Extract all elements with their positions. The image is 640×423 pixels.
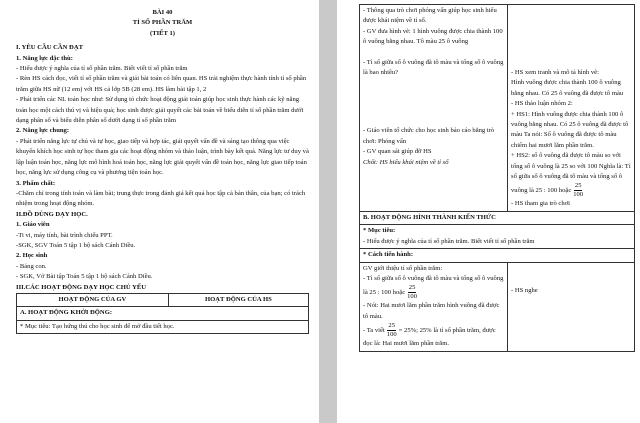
paragraph-text: = 25%; 25% là tỉ số phần trăm, được đọc là: Hai mươi lăm phần trăm.: [363, 327, 496, 348]
teacher-cell: [360, 5, 508, 212]
paragraph: -Chăm chỉ trong tính toán và làm bài; trung thực trong đánh giá kết quả học tập cả bản thân, của bạn; có trách nhiệm trong hoạt động nhóm.: [16, 189, 306, 208]
activity-b-heading: B. HOẠT ĐỘNG HÌNH THÀNH KIẾN THỨC: [360, 211, 635, 224]
lesson-title: TỈ SỐ PHẦN TRĂM: [132, 19, 193, 27]
paragraph: + HS1: Hình vuông được chia thành 100 ô vuông bằng nhau. Có 25 ô vuông đã được tô màu Ta nói: Số ô vuông đã được tô màu chiếm hai mươi lăm phần trăm.: [511, 110, 629, 149]
header-teacher: HOẠT ĐỘNG CỦA GV: [17, 293, 169, 306]
paragraph: [363, 322, 504, 349]
left-page: [0, 0, 319, 423]
goal-text: - Hiểu được ý nghĩa của tỉ số phần trăm. Biết viết tỉ số phần trăm: [363, 237, 535, 245]
paragraph-text: + HS2: số ô vuông đã được tô màu so với tổng số ô vuông là 25 so với 100 Nghĩa là: Tỉ số giữa số ô vuông đã tô màu và tổng số ô vuông là 25 : 100 hoặc: [511, 152, 631, 195]
paragraph: - Thông qua trò chơi phóng vấn giúp học sinh hiểu được khái niệm về tỉ số.: [363, 7, 497, 25]
paragraph: - HS thảo luận nhóm 2:: [511, 100, 573, 108]
sub-heading: 2. Học sinh: [16, 252, 48, 260]
paragraph: - GV đưa hình vẽ: 1 hình vuông được chia thành 100 ô vuông bằng nhau. Tô màu 25 ô vuông: [363, 27, 503, 46]
goal-label: * Mục tiêu:: [363, 227, 396, 235]
activity-a-heading: A. HOẠT ĐỘNG KHỞI ĐỘNG:: [17, 307, 309, 320]
paragraph: - GV quan sát giúp đỡ HS: [363, 148, 432, 156]
paragraph: - Bảng con.: [16, 262, 47, 270]
lesson-number: BÀI 40: [152, 9, 173, 16]
fraction-numerator: 25: [388, 322, 395, 330]
section-heading: I. YÊU CẦU CẦN ĐẠT: [16, 44, 83, 52]
activity-b-goal: [360, 225, 635, 249]
paragraph: - HS tham gia trò chơi: [511, 200, 570, 208]
paragraph: Chốt: HS hiểu khái niệm về tỉ số: [363, 158, 449, 166]
fraction-numerator: 25: [574, 182, 582, 190]
lesson-period: (TIẾT 1): [150, 29, 175, 37]
paragraph: - HS nghe: [511, 286, 538, 294]
student-cell: [508, 262, 635, 351]
paragraph: - Giáo viên tổ chức cho học sinh báo cáo bằng trò chơi: Phóng vấn: [363, 127, 495, 145]
paragraph: Hình vuông được chia thành 100 ô vuông bằng nhau. Có 25 ô vuông đã được tô màu: [511, 79, 624, 97]
header-student: HOẠT ĐỘNG CỦA HS: [168, 293, 308, 306]
section-heading: II.ĐỒ DÙNG DẠY HỌC.: [16, 210, 88, 218]
right-page: [337, 0, 640, 423]
paragraph: [511, 151, 631, 199]
sub-heading: 3. Phẩm chất:: [16, 179, 56, 187]
paragraph: - SGK, Vở Bài tập Toán 5 tập 1 bộ sách Cánh Diều.: [16, 273, 153, 281]
student-cell: [508, 5, 635, 212]
paragraph: - Tỉ số giữa số ô vuông đã tô màu và tổng số ô vuông là bao nhiêu?: [363, 58, 504, 77]
fraction: [573, 182, 583, 199]
fraction-denominator: 100: [386, 331, 397, 339]
method-heading: * Cách tiến hành:: [360, 249, 635, 262]
fraction-denominator: 100: [573, 191, 584, 199]
paragraph: GV giới thiệu tỉ số phần trăm:: [363, 264, 443, 272]
activity-table-continued: [359, 4, 635, 352]
sub-heading: 2. Năng lực chung:: [16, 127, 70, 135]
paragraph: -Ti vi, máy tính, bài trình chiếu PPT.: [16, 231, 113, 239]
fraction-denominator: 100: [407, 293, 418, 301]
paragraph: - Rèn HS cách đọc, viết tỉ số phần trăm và giải bài toán có liên quan. HS trải nghiệm thực hành tính tỉ số phần trăm giữa HS nữ (12 em) với HS cả lớp 5B (28 em). HS làm bài tập 1, 2: [16, 75, 307, 93]
activity-table: [16, 293, 309, 334]
fraction: [387, 322, 397, 339]
activity-a-goal: * Mục tiêu: Tạo hứng thú cho học sinh để mở đầu tiết học.: [17, 320, 309, 333]
section-heading: III.CÁC HOẠT ĐỘNG DẠY HỌC CHỦ YẾU: [16, 283, 146, 291]
paragraph-text: - Ta viết: [363, 327, 385, 335]
paragraph: - Phát triển các NL toán học như: Sử dụng tỏ chức hoạt động giải toán giúp học sinh thực hành các kỹ năng toán học một cách thú vị và hiệu quả; học sinh được giải quyết các bài toán về biểu diễn tỉ số phần trăm dưới dạng phân số và biểu diễn phân số dưới dạng tỉ số phần trăm: [16, 96, 304, 125]
paragraph-text: - Tỉ số giữa số ô vuông đã tô màu và tổng số ô vuông là 25 : 100 hoặc: [363, 274, 504, 297]
sub-heading: 1. Năng lực đặc thù:: [16, 54, 73, 62]
teacher-cell: [360, 262, 508, 351]
fraction-numerator: 25: [408, 284, 416, 292]
paragraph: - Hiểu được ý nghĩa của tỉ số phần trăm. Biết viết tỉ số phần trăm: [16, 65, 188, 73]
paragraph: - Nói: Hai mươi lăm phần trăm hình vuông đã được tô màu.: [363, 302, 500, 320]
paragraph: -SGK, SGV Toán 5 tập 1 bộ sách Cánh Diều.: [16, 241, 136, 249]
fraction: [407, 284, 417, 301]
paragraph: - Phát triển năng lực tự chủ và tự học, giao tiếp và hợp tác, giải quyết vấn đề và sáng tạo thông qua việc khuyến khích học sinh tự học tham gia các hoạt động nhóm và thảo luận, trình bày kết quả. Năng lực tư duy và lập luận toán học, năng lực mô hình hoá toán học, năng lực giải quyết vấn đề toán học, năng lực giao tiếp toán học, năng lực sử dụng công cụ và phương tiện toán học.: [16, 137, 309, 177]
paragraph: - HS xem tranh và mô tả hình vẽ:: [511, 69, 599, 76]
sub-heading: 1. Giáo viên: [16, 221, 50, 229]
paragraph: [363, 274, 504, 301]
